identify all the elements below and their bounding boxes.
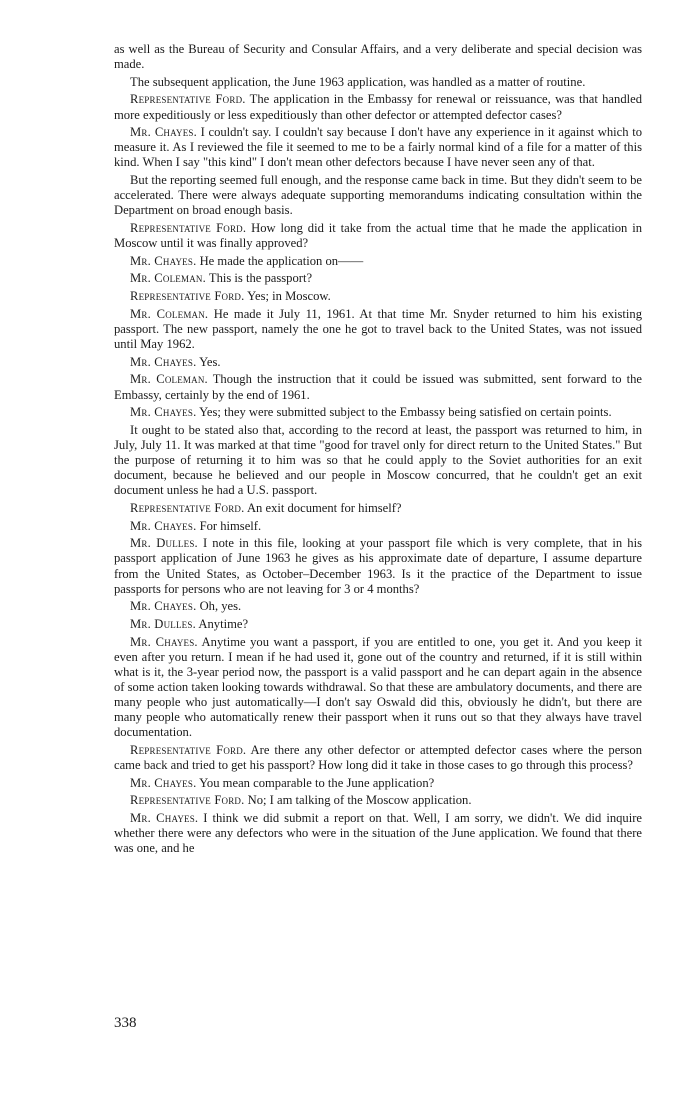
- speaker-name: Representative Ford.: [130, 742, 247, 757]
- paragraph-text: I think we did submit a report on that. Well, I am sorry, we didn't. We did inquire whether there were any defectors who were in the situation of the June application. We found that there was one, and he: [114, 811, 642, 856]
- speaker-name: Mr. Chayes.: [130, 253, 197, 268]
- speaker-name: Representative Ford.: [130, 221, 247, 235]
- speaker-name: Mr. Dulles.: [130, 616, 196, 631]
- speaker-name: Representative Ford.: [130, 289, 245, 304]
- paragraph-text: Though the instruction that it could be issued was submitted, sent forward to the Embassy, certainly by the end of 1961.: [114, 372, 643, 402]
- paragraph-text: It ought to be stated also that, according to the record at least, the passport was returned to him, in July, July 11. It was marked at that time "good for travel only for direct return to the United States." But the purpose of returning it to him was so that he could apply to the Soviet authorities for an exit document, because he believed and our people in Moscow concurred, that he couldn't get an exit document unless he had a U.S. passport.: [114, 422, 642, 498]
- paragraph-text: as well as the Bureau of Security and Consular Affairs, and a very deliberate and special decision was made.: [114, 42, 642, 72]
- speaker-name: Mr. Chayes.: [130, 634, 198, 649]
- paragraph: [114, 536, 642, 596]
- paragraph-text: An exit document for himself?: [244, 500, 402, 515]
- speaker-name: Mr. Coleman.: [130, 271, 206, 286]
- paragraph: [114, 42, 642, 72]
- speaker-name: Mr. Chayes.: [130, 775, 197, 790]
- paragraph-text: This is the passport?: [205, 271, 313, 286]
- paragraph: [114, 92, 642, 122]
- speaker-name: Representative Ford.: [130, 500, 245, 515]
- paragraph-text: Anytime you want a passport, if you are entitled to one, you get it. And you keep it even after you return. I mean if he had used it, gone out of the country and returned, if it is still within what is it, the 3-year period now, the passport is a valid passport and he can depart again in the absence of some action taken looking towards withdrawal. So that these are ambulatory documents, and there are many people who just automatically—I don't say Oswald did this, obviously he didn't, but there are many people who automatically renew their passport when it runs out so that they always have travel documentation.: [114, 634, 642, 740]
- paragraph: [114, 173, 642, 218]
- speaker-name: Mr. Dulles.: [130, 536, 198, 551]
- paragraph: [114, 776, 642, 791]
- speaker-name: Mr. Chayes.: [130, 405, 197, 420]
- paragraph: [114, 501, 642, 516]
- paragraph: [114, 289, 642, 304]
- paragraph-text: Are there any other defector or attempted defector cases where the person came back and tried to get his passport? How long did it take in those cases to go through this process?: [114, 742, 642, 772]
- paragraph-text: For himself.: [196, 518, 262, 533]
- paragraph: [114, 423, 642, 498]
- paragraph: [114, 617, 642, 632]
- paragraph-text: He made it July 11, 1961. At that time Mr. Snyder returned to him his existing passport. The new passport, namely the one he got to travel back to the United States, was not issued until May 1962.: [114, 306, 642, 352]
- paragraph: [114, 519, 642, 534]
- document-body: [114, 42, 642, 859]
- speaker-name: Mr. Chayes.: [130, 599, 197, 614]
- paragraph-text: Oh, yes.: [196, 599, 242, 614]
- speaker-name: Mr. Coleman.: [130, 306, 209, 321]
- paragraph: [114, 793, 642, 808]
- paragraph: [114, 75, 642, 90]
- paragraph-text: Yes.: [196, 354, 221, 369]
- paragraph: [114, 221, 642, 251]
- paragraph: [114, 599, 642, 614]
- paragraph-text: But the reporting seemed full enough, and the response came back in time. But they didn't seem to be accelerated. There were always adequate supporting memorandums indicating consultation within the Department on broad enough basis.: [114, 173, 642, 218]
- paragraph: [114, 254, 642, 269]
- speaker-name: Representative Ford.: [130, 92, 246, 107]
- paragraph-text: I couldn't say. I couldn't say because I don't have any experience in it against which to measure it. As I reviewed the file it seemed to me to be a fairly normal kind of a file for a matter of this kind. When I say "this kind" I don't mean other defectors because I have never seen any of that.: [114, 125, 643, 170]
- speaker-name: Mr. Chayes.: [130, 518, 197, 533]
- paragraph: [114, 125, 642, 170]
- page-number: 338: [114, 1015, 137, 1031]
- paragraph-text: I note in this file, looking at your passport file which is very complete, that in his passport application of June 1963 he gives as his approximate date of departure, I assume departure from the United States, as October–December 1963. Is it the practice of the Department to issue passports for persons who are not leaving for 3 or 4 months?: [114, 536, 642, 596]
- paragraph-text: Yes; in Moscow.: [244, 289, 331, 304]
- paragraph: [114, 811, 642, 856]
- speaker-name: Mr. Chayes.: [130, 125, 197, 140]
- speaker-name: Mr. Coleman.: [130, 372, 208, 387]
- paragraph: [114, 372, 642, 402]
- paragraph-text: The application in the Embassy for renewal or reissuance, was that handled more expeditiously or less expeditiously than other defector or attempted defector cases?: [114, 92, 642, 122]
- paragraph-text: The subsequent application, the June 1963 application, was handled as a matter of routine.: [130, 74, 586, 89]
- paragraph-text: How long did it take from the actual time that he made the application in Moscow until it was finally approved?: [114, 221, 642, 251]
- speaker-name: Mr. Chayes.: [130, 811, 199, 826]
- paragraph-text: He made the application on——: [196, 253, 364, 268]
- paragraph: [114, 635, 642, 741]
- paragraph: [114, 307, 642, 352]
- paragraph: [114, 743, 642, 773]
- paragraph-text: Yes; they were submitted subject to the Embassy being satisfied on certain points.: [196, 405, 612, 420]
- speaker-name: Mr. Chayes.: [130, 354, 197, 369]
- paragraph: [114, 355, 642, 370]
- paragraph: [114, 405, 642, 420]
- paragraph-text: Anytime?: [195, 616, 249, 631]
- speaker-name: Representative Ford.: [130, 793, 245, 808]
- paragraph-text: You mean comparable to the June application?: [196, 775, 435, 790]
- paragraph: [114, 271, 642, 286]
- paragraph-text: No; I am talking of the Moscow application.: [244, 793, 472, 808]
